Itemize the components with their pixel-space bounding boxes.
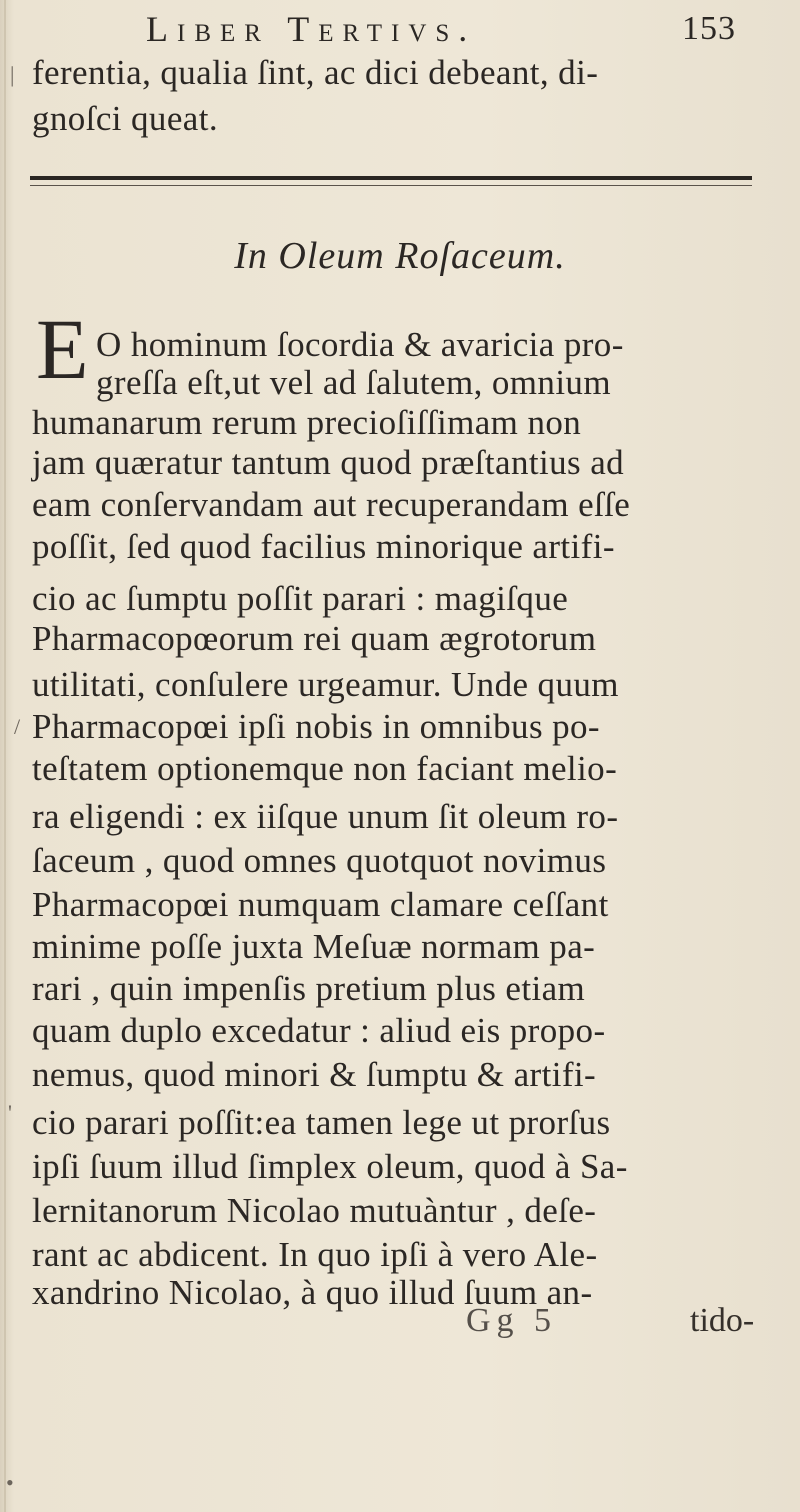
section-divider-thin xyxy=(30,185,752,186)
page-header xyxy=(0,8,800,48)
body-line: ipſi ſuum illud ſimplex oleum, quod à Sa- xyxy=(32,1147,628,1186)
body-line: xandrino Nicolao, à quo illud ſuum an- xyxy=(32,1273,593,1312)
body-line: O hominum ſocordia & avaricia pro- xyxy=(96,325,624,364)
body-line: poſſit, ſed quod facilius minorique artifi- xyxy=(32,527,615,566)
section-divider-thick xyxy=(30,176,752,180)
body-line: Pharmacopœi ipſi nobis in omnibus po- xyxy=(32,707,600,746)
body-line: Pharmacopœi numquam clamare ceſſant xyxy=(32,885,609,924)
body-line: cio parari poſſit:ea tamen lege ut prorſus xyxy=(32,1103,611,1142)
drop-initial: E xyxy=(36,301,89,397)
page-number: 153 xyxy=(682,10,736,47)
running-title: Liber Tertivs. xyxy=(146,9,477,49)
body-line: teſtatem optionemque non faciant melio- xyxy=(32,749,618,788)
intro-line: ferentia, qualia ſint, ac dici debeant, di- xyxy=(32,53,599,92)
intro-line: gnoſci queat. xyxy=(32,99,218,138)
section-title: In Oleum Roſaceum. xyxy=(234,235,566,277)
body-line: rari , quin impenſis pretium plus etiam xyxy=(32,969,586,1008)
body-line: lernitanorum Nicolao mutuàntur , deſe- xyxy=(32,1191,597,1230)
margin-tick: ' xyxy=(8,1100,12,1125)
body-line: minime poſſe juxta Meſuæ normam pa- xyxy=(32,927,596,966)
gutter-shadow xyxy=(4,0,6,1512)
body-line: cio ac ſumptu poſſit parari : magiſque xyxy=(32,579,569,618)
signature-mark: Gg 5 xyxy=(466,1302,558,1339)
body-line: humanarum rerum precioſiſſimam non xyxy=(32,403,582,442)
body-line: nemus, quod minori & ſumptu & artifi- xyxy=(32,1055,597,1094)
body-line: greſſa eſt,ut vel ad ſalutem, omnium xyxy=(96,363,611,402)
body-line: ra eligendi : ex iiſque unum ſit oleum ro- xyxy=(32,797,619,836)
catchword: tido- xyxy=(690,1302,755,1339)
margin-tick: / xyxy=(14,714,21,739)
body-line: eam conſervandam aut recuperandam eſſe xyxy=(32,485,631,524)
body-line: jam quæratur tantum quod præſtantius ad xyxy=(32,443,625,482)
body-line: rant ac abdicent. In quo ipſi à vero Ale- xyxy=(32,1235,598,1274)
margin-tick: | xyxy=(10,62,15,87)
body-line: quam duplo excedatur : aliud eis propo- xyxy=(32,1011,606,1050)
body-line: utilitati, conſulere urgeamur. Unde quum xyxy=(32,665,619,704)
margin-dot: • xyxy=(6,1470,14,1495)
body-line: ſaceum , quod omnes quotquot novimus xyxy=(32,841,607,880)
body-line: Pharmacopœorum rei quam ægrotorum xyxy=(32,619,597,658)
